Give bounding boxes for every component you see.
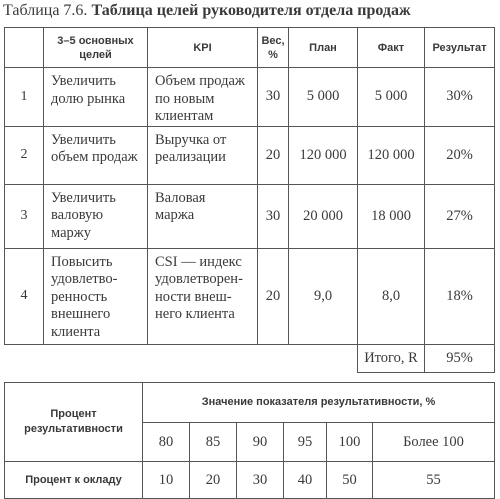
level-cell: 80 — [143, 423, 190, 462]
bonus-salary-row — [5, 462, 495, 499]
kpi-line: Выручка от — [155, 131, 227, 148]
goal-line: Увеличить — [51, 131, 116, 148]
row-goal — [44, 184, 148, 248]
row-fact: 120 000 — [358, 126, 425, 184]
row-result: 27% — [425, 184, 495, 248]
row-goal — [44, 248, 148, 344]
total-label: Итого, R — [358, 344, 425, 372]
goals-table — [4, 27, 495, 373]
goal-line: маржу — [51, 224, 92, 241]
bonus-group-header: Значение показателя результативности, % — [143, 383, 495, 423]
kpi-line: по новым — [155, 90, 215, 107]
salary-cell: 20 — [190, 462, 237, 499]
row-plan: 5 000 — [289, 68, 358, 127]
goal-line: Повысить — [51, 253, 113, 270]
caption-prefix: Таблица 7.6. — [3, 2, 88, 19]
empty-cell — [289, 344, 358, 372]
level-cell: 100 — [327, 423, 373, 462]
header-weight-line1: Вес, — [261, 34, 285, 47]
row-weight: 30 — [258, 68, 289, 127]
row-kpi — [148, 184, 258, 248]
empty-cell — [44, 344, 148, 372]
total-value: 95% — [425, 344, 495, 372]
table-row — [5, 126, 495, 184]
row-header-line1: Процент — [50, 408, 97, 420]
total-row — [5, 344, 495, 372]
row-fact: 18 000 — [358, 184, 425, 248]
caption-title: Таблица целей руководителя отдела продаж — [91, 2, 411, 19]
kpi-line: реализации — [155, 149, 226, 165]
goal-line: объем продаж — [51, 149, 138, 165]
row-plan: 9,0 — [289, 248, 358, 344]
row-num: 1 — [5, 68, 44, 127]
header-fact: Факт — [358, 28, 425, 68]
salary-cell: 30 — [237, 462, 284, 499]
header-weight — [258, 28, 289, 68]
empty-cell — [5, 344, 44, 372]
salary-label: Процент к окладу — [5, 462, 143, 499]
row-header-line2: результативности — [24, 423, 123, 435]
kpi-line: Объем продаж — [155, 73, 245, 89]
kpi-line: Валовая — [155, 189, 206, 206]
header-num-cell — [5, 28, 44, 68]
level-cell: 95 — [284, 423, 327, 462]
header-goals — [44, 28, 148, 68]
salary-cell: 50 — [327, 462, 373, 499]
goal-line: Увеличить — [51, 73, 116, 89]
kpi-line: CSI — индекс — [155, 253, 242, 270]
row-num: 3 — [5, 184, 44, 248]
goals-header-row — [5, 28, 495, 68]
row-num: 2 — [5, 126, 44, 184]
row-goal — [44, 126, 148, 184]
salary-cell: 40 — [284, 462, 327, 499]
empty-cell — [148, 344, 258, 372]
table-row — [5, 184, 495, 248]
empty-cell — [258, 344, 289, 372]
row-result: 18% — [425, 248, 495, 344]
goal-line: валовую — [51, 207, 104, 223]
kpi-line: клиентам — [155, 108, 214, 124]
row-weight: 20 — [258, 126, 289, 184]
level-cell: 85 — [190, 423, 237, 462]
header-goals-line1: 3–5 основных — [57, 34, 134, 47]
goal-line: долю рынка — [51, 90, 126, 107]
goal-line: клиента — [51, 323, 101, 340]
salary-cell: 55 — [373, 462, 495, 499]
row-weight: 20 — [258, 248, 289, 344]
row-plan: 120 000 — [289, 126, 358, 184]
goal-line: удовлетво- — [51, 271, 118, 287]
row-plan: 20 000 — [289, 184, 358, 248]
header-weight-line2: % — [268, 48, 278, 61]
goal-line: Увеличить — [51, 189, 116, 206]
row-result: 20% — [425, 126, 495, 184]
bonus-header-row — [5, 383, 495, 423]
table-row — [5, 248, 495, 344]
salary-cell: 10 — [143, 462, 190, 499]
table-caption — [3, 2, 411, 20]
row-fact: 5 000 — [358, 68, 425, 127]
bonus-row-header — [5, 383, 143, 462]
level-cell: 90 — [237, 423, 284, 462]
header-result: Результат — [425, 28, 495, 68]
row-fact: 8,0 — [358, 248, 425, 344]
row-kpi — [148, 68, 258, 127]
kpi-line: него клиента — [155, 306, 235, 322]
kpi-line: маржа — [155, 207, 195, 223]
goal-line: ренность — [51, 288, 108, 305]
header-plan: План — [289, 28, 358, 68]
kpi-line: удовлетворен- — [155, 271, 243, 287]
kpi-line: ности внеш- — [155, 288, 232, 305]
row-weight: 30 — [258, 184, 289, 248]
row-kpi — [148, 248, 258, 344]
header-kpi: KPI — [148, 28, 258, 68]
row-goal — [44, 68, 148, 127]
bonus-table — [4, 382, 495, 499]
row-result: 30% — [425, 68, 495, 127]
row-kpi — [148, 126, 258, 184]
goal-line: внешнего — [51, 306, 111, 322]
row-num: 4 — [5, 248, 44, 344]
header-goals-line2: целей — [79, 48, 112, 61]
table-row — [5, 68, 495, 127]
level-cell: Более 100 — [373, 423, 495, 462]
